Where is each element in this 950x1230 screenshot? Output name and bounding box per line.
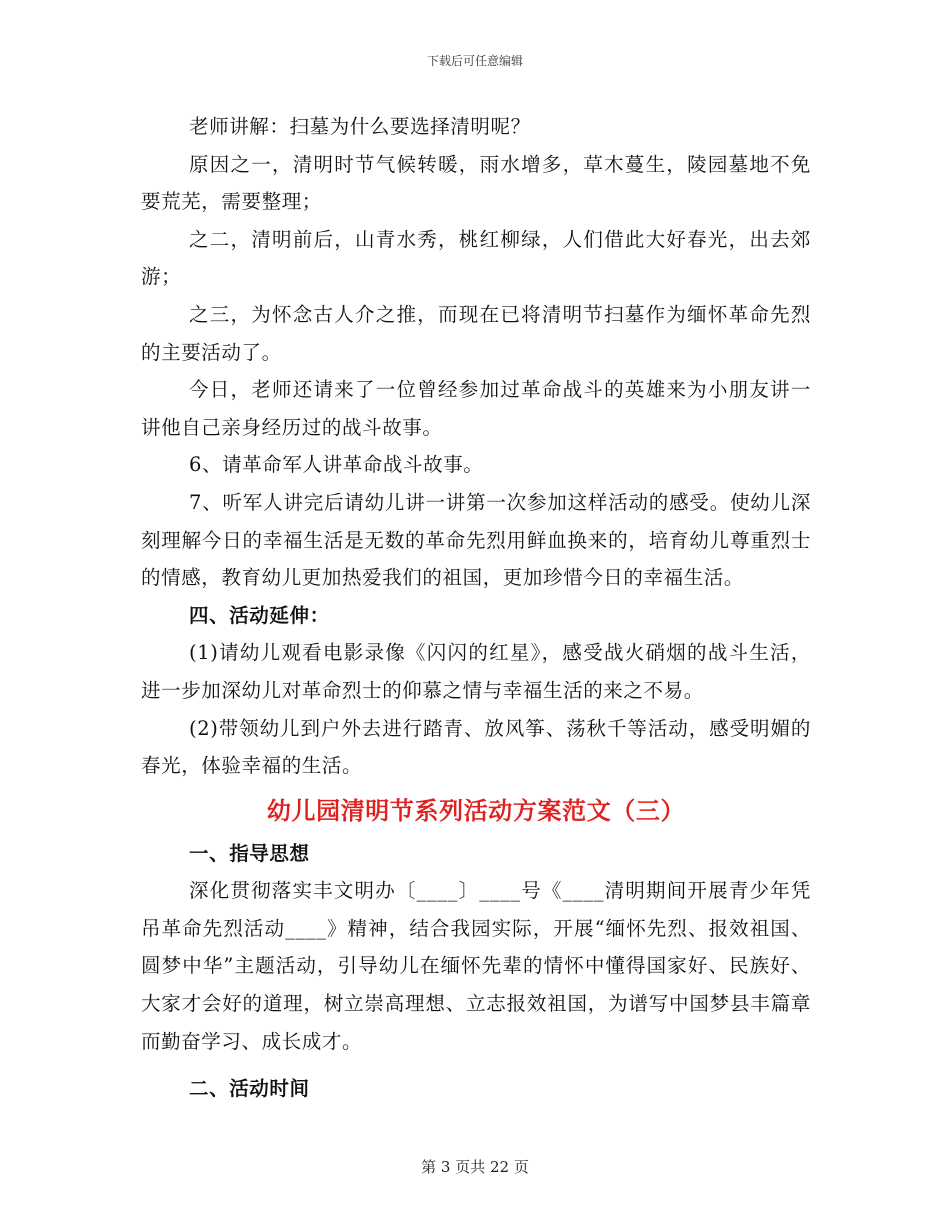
paragraph-reason-two: 之二，清明前后，山青水秀，桃红柳绿，人们借此大好春光，出去郊游；	[141, 227, 811, 289]
page-footer-number: 第 3 页共 22 页	[421, 1158, 529, 1176]
paragraph-hero-intro: 今日，老师还请来了一位曾经参加过革命战斗的英雄来为小朋友讲一讲他自己亲身经历过的战斗故事。	[141, 378, 811, 439]
paragraph-reason-three: 之三，为怀念古人介之推，而现在已将清明节扫墓作为缅怀革命先烈的主要活动了。	[141, 302, 811, 364]
document-body	[141, 108, 811, 1108]
paragraph-extension-2: (2)带领幼儿到户外去进行踏青、放风筝、荡秋千等活动，感受明媚的春光，体验幸福的生活。	[141, 716, 811, 778]
page-header-note: 下载后可任意编辑	[426, 54, 523, 68]
paragraph-reason-one: 原因之一，清明时节气候转暖，雨水增多，草木蔓生，陵园墓地不免要荒芜，需要整理；	[141, 152, 811, 214]
heading-guiding-thought: 一、指导思想	[189, 841, 310, 865]
heading-activity-time: 二、活动时间	[189, 1077, 310, 1101]
paragraph-extension-1: (1)请幼儿观看电影录像《闪闪的红星》，感受战火硝烟的战斗生活，进一步加深幼儿对革命烈士的仰慕之情与幸福生活的来之不易。	[141, 641, 811, 702]
paragraph-step-7: 7、听军人讲完后请幼儿讲一讲第一次参加这样活动的感受。使幼儿深刻理解今日的幸福生活是无数的革命先烈用鲜血换来的，培育幼儿尊重烈士的情感，教育幼儿更加热爱我们的祖国，更加珍惜今日的幸福生活。	[141, 490, 811, 590]
heading-activity-extension: 四、活动延伸：	[189, 603, 330, 627]
section-title: 幼儿园清明节系列活动方案范文（三）	[266, 795, 686, 825]
paragraph-guiding-thought: 深化贯彻落实丰文明办〔____〕____号《____清明期间开展青少年凭吊革命先烈活动____》精神，结合我园实际，开展“缅怀先烈、报效祖国、圆梦中华”主题活动，引导幼儿在缅怀先辈的情怀中懂得国家好、民族好、大家才会好的道理，树立崇高理想、立志报效祖国，为谱写中国梦县丰篇章而勤奋学习、成长成才。	[141, 879, 811, 1053]
paragraph-teacher-question: 老师讲解：扫墓为什么要选择清明呢？	[189, 115, 531, 138]
paragraph-step-6: 6、请革命军人讲革命战斗故事。	[189, 453, 484, 477]
